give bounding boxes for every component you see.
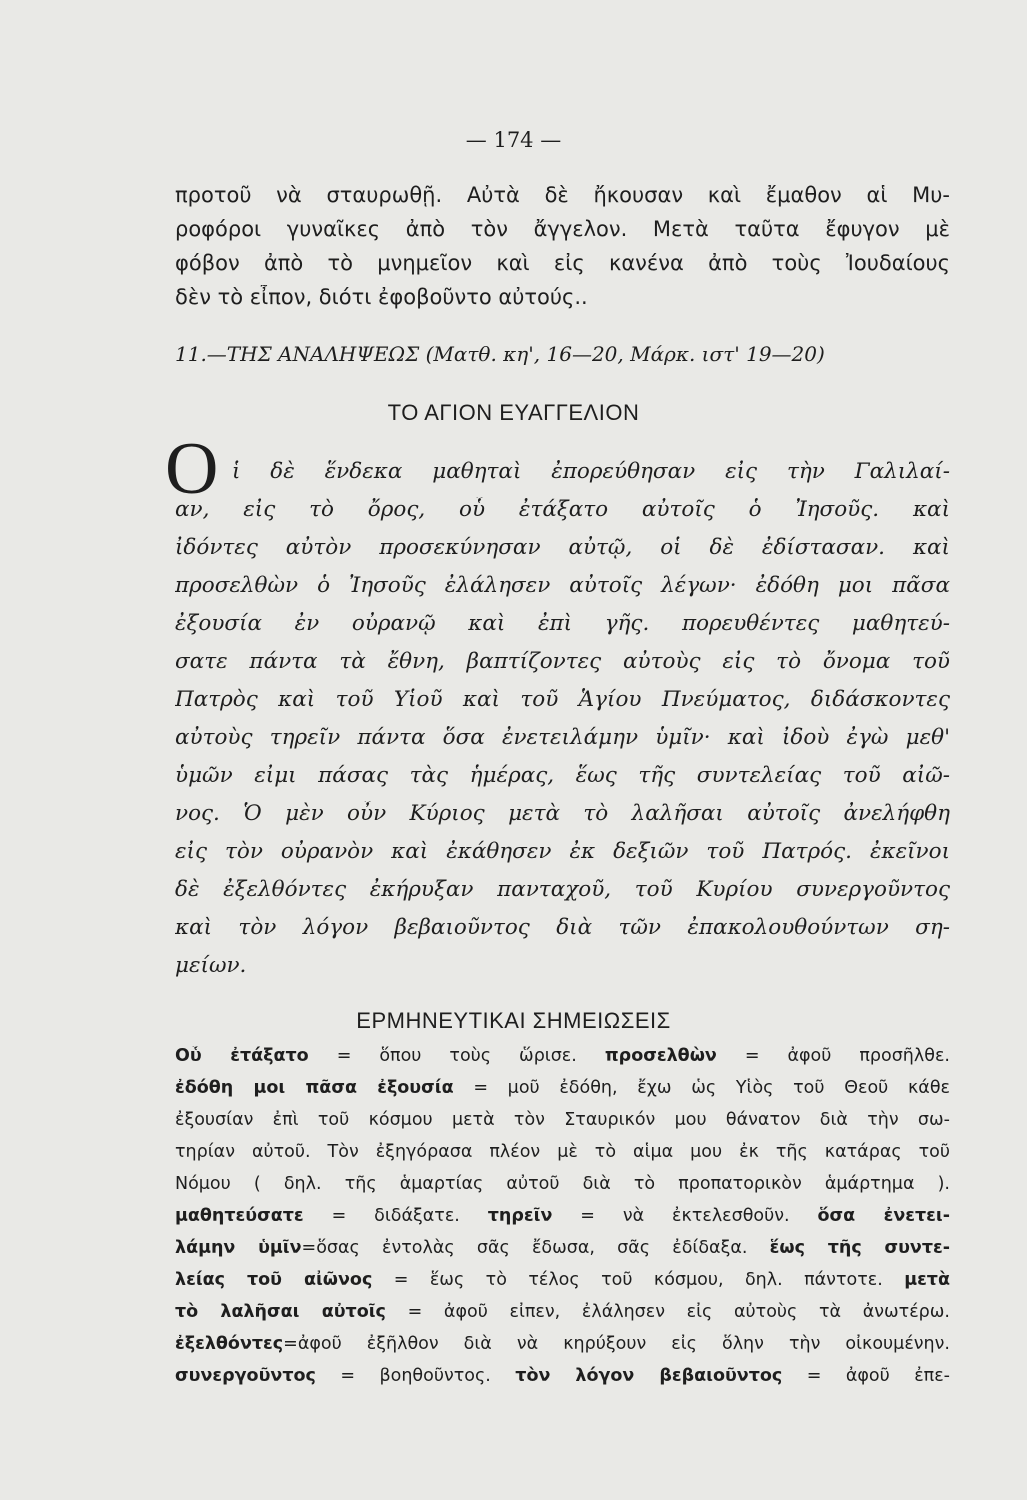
gospel-line: μείων. <box>175 953 247 978</box>
gospel-line: ἱ δὲ ἕνδεκα μαθηταὶ ἐπορεύθησαν εἰς τὴν Γαλιλαί- <box>232 459 950 484</box>
gospel-line: ἐξουσία ἐν οὐρανῷ καὶ ἐπὶ γῆς. πορευθέντες μαθητεύ- <box>175 611 950 636</box>
gospel-line: σατε πάντα τὰ ἔθνη, βαπτίζοντες αὐτοὺς εἰς τὸ ὄνομα τοῦ <box>175 649 950 674</box>
gospel-line: Πατρὸς καὶ τοῦ Υἱοῦ καὶ τοῦ Ἁγίου Πνεύματος, διδάσκοντες <box>175 687 950 712</box>
gospel-line: νος. Ὁ μὲν οὖν Κύριος μετὰ τὸ λαλῆσαι αὐτοῖς ἀνελήφθη <box>175 801 950 826</box>
note-text: = ὅπου τοὺς ὥρισε. <box>308 1046 605 1066</box>
note-text: = ἀφοῦ ἐπε- <box>782 1366 950 1386</box>
note-term: τὸν λόγον βεβαιοῦντος <box>515 1366 783 1386</box>
note-term: λάμην ὑμῖν <box>175 1238 302 1258</box>
page-number: — 174 — <box>465 128 562 152</box>
note-text: Νόμου ( δηλ. τῆς ἁμαρτίας αὐτοῦ διὰ τὸ προπατορικὸν ἁμάρτημα ). <box>175 1174 950 1194</box>
gospel-line: ἰδόντες αὐτὸν προσεκύνησαν αὐτῷ, οἱ δὲ ἐδίστασαν. καὶ <box>175 535 950 560</box>
note-text: = μοῦ ἐδόθη, ἔχω ὡς Υἱὸς τοῦ Θεοῦ κάθε <box>453 1078 950 1098</box>
note-text: =ὅσας ἐντολὰς σᾶς ἔδωσα, σᾶς ἐδίδαξα. <box>301 1238 770 1258</box>
note-text: = βοηθοῦντος. <box>315 1366 516 1386</box>
note-term: προσελθὼν <box>604 1046 717 1066</box>
intro-line: προτοῦ νὰ σταυρωθῇ. Αὐτὰ δὲ ἤκουσαν καὶ ἔμαθον αἱ Μυ- <box>175 183 950 207</box>
note-text: τηρίαν αὐτοῦ. Τὸν ἐξηγόρασα πλέον μὲ τὸ αἷμα μου ἐκ τῆς κατάρας τοῦ <box>175 1142 950 1162</box>
drop-cap: Ο <box>165 428 219 510</box>
gospel-line: δὲ ἐξελθόντες ἐκήρυξαν πανταχοῦ, τοῦ Κυρίου συνεργοῦντος <box>175 877 950 902</box>
note-term: Οὗ ἐτάξατο <box>175 1046 309 1066</box>
note-text: =ἀφοῦ ἐξῆλθον διὰ νὰ κηρύξουν εἰς ὅλην τὴν οἰκουμένην. <box>283 1334 950 1354</box>
note-text: = ἀφοῦ εἶπεν, ἐλάλησεν εἰς αὐτοὺς τὰ ἀνωτέρω. <box>385 1302 950 1322</box>
intro-line: δὲν τὸ εἶπον, διότι ἐφοβοῦντο αὐτούς.. <box>175 285 588 309</box>
note-term: τηρεῖν <box>487 1206 553 1226</box>
gospel-line: προσελθὼν ὁ Ἰησοῦς ἐλάλησεν αὐτοῖς λέγων· ἐδόθη μοι πᾶσα <box>175 573 950 598</box>
note-text: = ἀφοῦ προσῆλθε. <box>716 1046 950 1066</box>
gospel-line: αὐτοὺς τηρεῖν πάντα ὅσα ἐνετειλάμην ὑμῖν· καὶ ἰδοὺ ἐγὼ μεθ' <box>175 725 950 750</box>
gospel-line: αν, εἰς τὸ ὄρος, οὗ ἐτάξατο αὐτοῖς ὁ Ἰησοῦς. καὶ <box>175 497 950 522</box>
note-text: = ἕως τὸ τέλος τοῦ κόσμου, δηλ. πάντοτε. <box>372 1270 905 1290</box>
intro-line: φόβον ἀπὸ τὸ μνημεῖον καὶ εἰς κανένα ἀπὸ τοὺς Ἰουδαίους <box>175 251 950 275</box>
note-term: ἕως τῆς συντε- <box>769 1238 950 1258</box>
intro-line: ροφόροι γυναῖκες ἀπὸ τὸν ἄγγελον. Μετὰ ταῦτα ἔφυγον μὲ <box>175 217 950 241</box>
gospel-line: εἰς τὸν οὐρανὸν καὶ ἐκάθησεν ἐκ δεξιῶν τοῦ Πατρός. ἐκεῖνοι <box>175 839 950 864</box>
notes-heading: ΕΡΜΗΝΕΥΤΙΚΑΙ ΣΗΜΕΙΩΣΕΙΣ <box>356 1008 671 1033</box>
gospel-heading: ΤΟ ΑΓΙΟΝ ΕΥΑΓΓΕΛΙΟΝ <box>387 400 640 425</box>
note-term: τὸ λαλῆσαι αὐτοῖς <box>175 1302 386 1322</box>
note-term: ἐδόθη μοι πᾶσα ἐξουσία <box>175 1078 454 1098</box>
note-text: = διδάξατε. <box>303 1206 488 1226</box>
note-line <box>175 1366 950 1406</box>
note-term: λείας τοῦ αἰῶνος <box>175 1270 373 1290</box>
note-text: = νὰ ἐκτελεσθοῦν. <box>552 1206 818 1226</box>
note-term: ὅσα ἐνετει- <box>817 1206 950 1226</box>
gospel-line: καὶ τὸν λόγον βεβαιοῦντος διὰ τῶν ἐπακολουθούντων ση- <box>175 915 950 940</box>
note-term: ἐξελθόντες <box>175 1334 284 1354</box>
note-term: μαθητεύσατε <box>175 1206 304 1226</box>
note-text: ἐξουσίαν ἐπὶ τοῦ κόσμου μετὰ τὸν Σταυρικόν μου θάνατον διὰ τὴν σω- <box>175 1110 950 1130</box>
section-title: 11.—ΤΗΣ ΑΝΑΛΗΨΕΩΣ (Ματθ. κη', 16—20, Μάρκ. ιστ' 19—20) <box>175 342 825 366</box>
note-term: συνεργοῦντος <box>175 1366 316 1386</box>
note-term: μετὰ <box>904 1270 950 1290</box>
gospel-line: ὑμῶν εἰμι πάσας τὰς ἡμέρας, ἕως τῆς συντελείας τοῦ αἰῶ- <box>175 763 950 788</box>
